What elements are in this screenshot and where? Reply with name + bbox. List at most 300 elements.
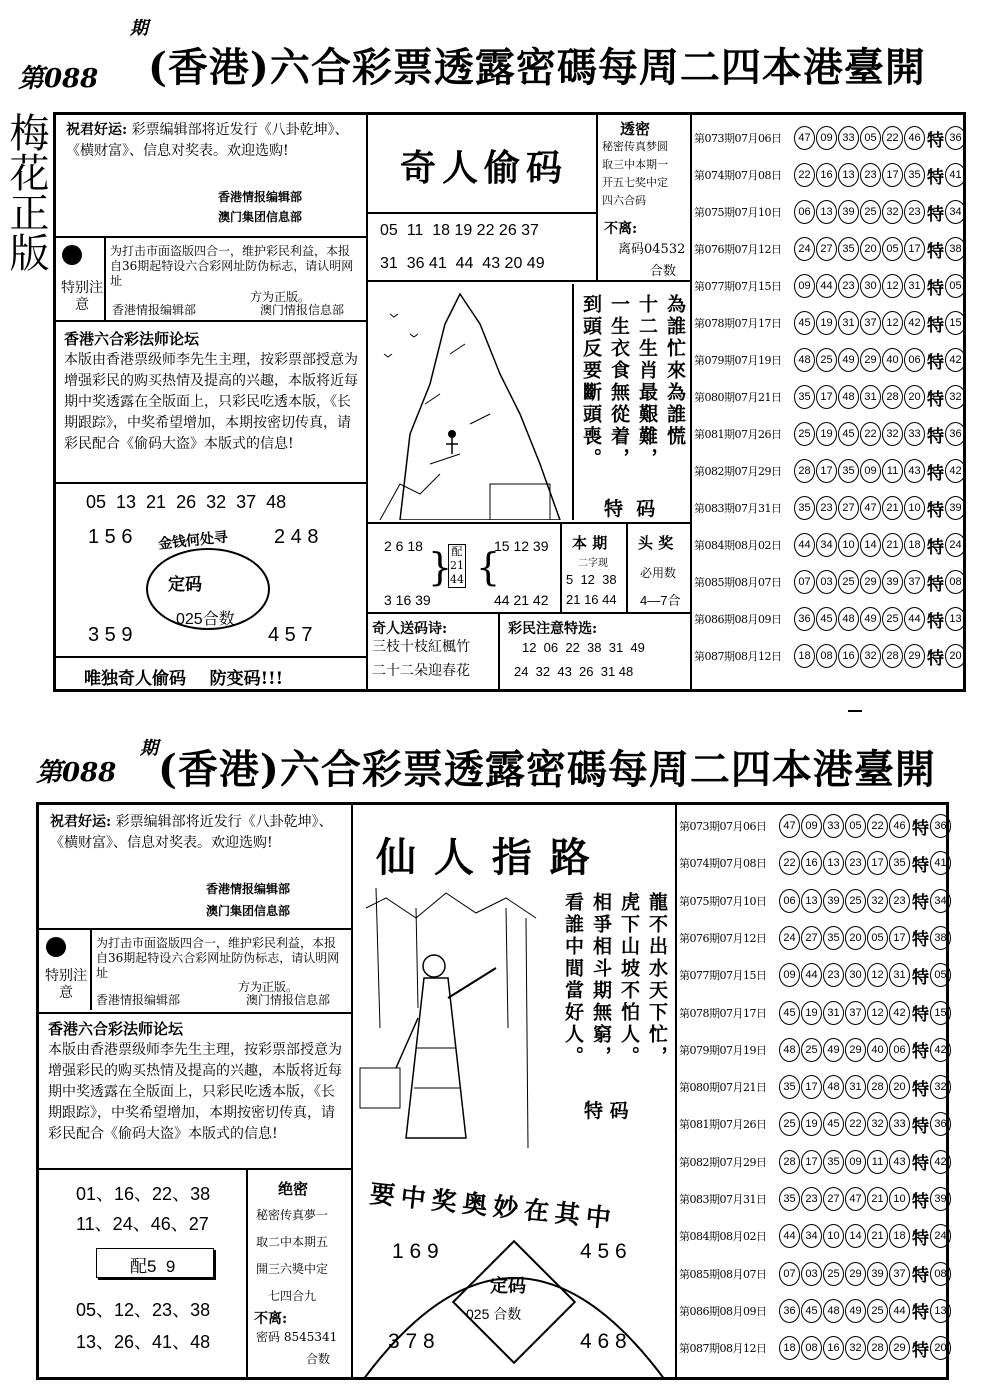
top-seven-numbers: 05 13 21 26 32 37 48 [86,492,287,512]
bottom-secret-lines [256,1202,328,1310]
bottom-right-bottom: 4 6 8 [580,1330,627,1353]
bottom-diamond-title: 定码 [490,1276,526,1297]
bottom-history-label: 第073期07月06日 [679,820,767,833]
bottom-history-label: 第078期07月17日 [679,1006,767,1020]
top-col-sep3 [560,524,562,612]
bottom-history-special-label: 特 [912,1191,929,1212]
top-history-row [694,568,967,596]
top-notice-sign2: 澳门情报信息部 [260,303,345,317]
bottom-history-ball: 17 [801,1075,822,1099]
top-history-ball: 33 [838,126,859,150]
top-history-label: 第074期07月08日 [694,169,782,182]
bottom-history-ball: 17 [867,851,888,875]
top-poem-col1: 為誰忙來為誰慌 [664,294,686,448]
top-divider3 [56,482,366,484]
bottom-history-ball: 32 [867,1112,888,1136]
bottom-history-special-ball: 36 [930,1112,951,1136]
top-issue-suffix: 期 [130,18,148,39]
bottom-history-ball: 47 [845,1187,866,1211]
bottom-divider3 [39,1168,351,1170]
top-history-ball: 44 [904,607,925,631]
top-history-ball: 13 [816,200,837,224]
bottom-history-special-label: 特 [912,855,929,876]
bottom-secret-line: 七四合九 [268,1289,317,1303]
top-history-special-label: 特 [927,204,944,225]
top-notice-label: 特别注意 [61,280,103,313]
top-notice-official: 方为正版。 [250,290,311,304]
top-bomb-icon [62,245,82,265]
top-history-ball: 46 [904,126,925,150]
bottom-notice-label: 特别注意 [45,968,87,1001]
bottom-history-ball: 17 [889,926,910,950]
top-right-top: 2 4 8 [274,526,319,548]
top-history-special-label: 特 [927,500,944,521]
top-history-ball: 48 [838,607,859,631]
top-history-ball: 31 [904,274,925,298]
bottom-left-top: 1 6 9 [392,1240,439,1263]
bottom-history-ball: 03 [801,1262,822,1286]
top-bracket-left-bottom: 3 16 39 [384,592,431,608]
bottom-bomb-icon [46,937,66,957]
top-history-ball: 27 [838,496,859,520]
top-history-special-ball: 24 [945,533,966,557]
bottom-poem-col2: 虎下山坡不怕人。 [618,892,640,1068]
bottom-secret-title: 绝密 [278,1180,309,1198]
top-history-special-ball: 38 [945,237,966,261]
top-history-ball: 23 [860,163,881,187]
top-footer-line: 唯独奇人偷码 防变码!!! [84,669,284,689]
top-history-ball: 05 [860,126,881,150]
top-history-row [694,531,967,559]
top-attention-title: 彩民注意特选: [508,621,598,637]
bottom-history-label: 第085期08月07日 [679,1267,767,1281]
bottom-secret-line: 秘密传真夢一 [256,1208,329,1222]
top-history-special-label: 特 [927,389,944,410]
top-divider2 [56,320,366,322]
bottom-divider [39,928,351,930]
top-bracket-mid-item: 配 [451,545,463,558]
top-history-special-ball: 20 [945,644,966,668]
top-history-label: 第079期07月19日 [694,354,782,367]
bottom-history-special-label: 特 [912,1228,929,1249]
bottom-history-special-ball: 36 [930,814,951,838]
top-bracket-left-top: 2 6 18 [384,538,423,554]
top-history-row [694,346,967,374]
bottom-history-ball: 28 [779,1150,800,1174]
bottom-history-ball: 45 [779,1001,800,1025]
top-history-special-ball: 36 [945,126,966,150]
bottom-history-ball: 12 [867,963,888,987]
bottom-history-label: 第076期07月12日 [679,931,767,945]
top-greeting-sign2: 澳门集团信息部 [218,210,303,224]
bottom-notice-body: 为打击市面盗版四合一，维护彩民利益，本报自36期起特设六合彩网址防伪标志，请认明网址 [96,936,340,980]
bottom-history-ball: 48 [823,1299,844,1323]
bottom-greeting-sign2: 澳门集团信息部 [206,904,291,918]
top-divider8 [366,612,690,614]
top-history-ball: 35 [794,385,815,409]
bottom-history-ball: 44 [889,1299,910,1323]
bottom-notice-sep [90,930,92,1010]
top-history-label: 第083期07月31日 [694,502,782,515]
bottom-pei-label: 配5 9 [130,1257,176,1276]
top-history-special-ball: 42 [945,459,966,483]
bottom-history-ball: 35 [779,1075,800,1099]
bottom-history-label: 第086期08月09日 [679,1304,767,1318]
top-history-ball: 37 [904,570,925,594]
bottom-history-special-ball: 05 [930,963,951,987]
bottom-secret-line: 取二中本期五 [256,1235,329,1249]
bottom-history-ball: 40 [867,1038,888,1062]
bottom-history-row [679,1260,952,1288]
bottom-history-row [679,924,952,952]
bottom-history-ball: 19 [801,1112,822,1136]
bottom-history-ball: 23 [823,963,844,987]
top-history-ball: 10 [904,496,925,520]
top-toujiang-title: 头 奖 [638,534,674,552]
top-history-ball: 05 [882,237,903,261]
bottom-history-ball: 27 [823,1187,844,1211]
top-toujiang-sub: 必用数 [640,566,677,580]
top-notice-body: 为打击市面盗版四合一，维护彩民利益，本报自36期起特设六合彩网址防伪标志，请认明网址 [110,244,354,288]
top-history-ball: 17 [904,237,925,261]
bottom-history-special-ball: 42 [930,1038,951,1062]
top-history-table [694,124,964,680]
bottom-greeting-title: 祝君好运: [50,814,112,830]
bottom-history-special-ball: 08 [930,1262,951,1286]
top-toujiang-val: 4—7合 [640,593,681,608]
top-history-special-label: 特 [927,648,944,669]
bottom-headline: (香港)六合彩票透露密碼每周二四本港臺開 [158,746,936,793]
bottom-history-ball: 05 [867,926,888,950]
bottom-history-ball: 39 [867,1262,888,1286]
bottom-history-ball: 18 [889,1224,910,1248]
top-history-ball: 03 [816,570,837,594]
top-history-ball: 17 [816,459,837,483]
bottom-history-special-label: 特 [912,818,929,839]
bottom-buli-tail: 合数 [306,1352,331,1366]
bottom-history-ball: 11 [867,1150,888,1174]
top-oval-sub: 025合数 [176,611,235,628]
top-history-row [694,198,967,226]
bottom-history-ball: 20 [845,926,866,950]
bottom-history-ball: 31 [823,1001,844,1025]
top-history-ball: 47 [794,126,815,150]
bottom-history-special-label: 特 [912,1266,929,1287]
top-history-special-label: 特 [927,537,944,558]
bottom-history-label: 第084期08月02日 [679,1230,767,1244]
top-secret-line: 开五七奖中定 [602,176,668,189]
top-history-ball: 31 [838,311,859,335]
bottom-history-special-ball: 41 [930,851,951,875]
bottom-history-label: 第080期07月21日 [679,1081,767,1095]
bottom-history-ball: 47 [779,814,800,838]
top-bracket-mid-item: 21 [450,559,464,572]
bottom-history-row [679,1110,952,1138]
bottom-history-ball: 09 [845,1150,866,1174]
top-oval-title: 定码 [168,575,202,595]
top-history-label: 第087期08月12日 [694,650,782,663]
top-history-ball: 32 [860,644,881,668]
bottom-secret-line: 開三六獎中定 [256,1262,329,1276]
top-greeting-sign1: 香港情报编辑部 [218,190,303,204]
bottom-notice-official: 方为正版。 [238,980,299,994]
top-history-ball: 45 [816,607,837,631]
bottom-history-ball: 19 [801,1001,822,1025]
top-history-ball: 22 [860,422,881,446]
top-col-sep5 [498,614,500,690]
top-greeting-title: 祝君好运: [66,122,128,138]
dash-mark [848,710,862,712]
top-history-ball: 16 [816,163,837,187]
top-benqi-title: 本 期 [572,534,608,552]
top-history-ball: 23 [838,274,859,298]
top-left-bottom: 3 5 9 [88,624,133,646]
bottom-history-ball: 10 [823,1224,844,1248]
top-history-ball: 48 [838,385,859,409]
bottom-history-ball: 48 [823,1075,844,1099]
top-history-row [694,235,967,263]
top-history-ball: 13 [838,163,859,187]
bottom-col-sep-secret [246,1170,248,1378]
top-history-row [694,457,967,485]
bottom-history-label: 第082期07月29日 [679,1155,767,1169]
bottom-history-special-label: 特 [912,967,929,988]
bottom-history-ball: 10 [889,1187,910,1211]
top-issue-prefix: 第088 [18,64,99,94]
top-history-ball: 19 [816,311,837,335]
top-history-ball: 21 [882,496,903,520]
top-history-ball: 39 [838,200,859,224]
top-secret-line: 四六合码 [602,194,646,207]
bottom-group2-line1: 05、12、23、38 [76,1300,211,1320]
top-bracket-left: } [428,545,453,589]
bottom-history-ball: 34 [801,1224,822,1248]
bottom-right-top: 4 5 6 [580,1240,627,1263]
bottom-history-ball: 35 [823,1150,844,1174]
top-history-ball: 22 [882,126,903,150]
top-history-row [694,642,967,670]
top-history-ball: 47 [860,496,881,520]
top-history-label: 第080期07月21日 [694,391,782,404]
top-history-special-ball: 39 [945,496,966,520]
top-divider7 [366,522,690,524]
top-center-title: 奇人偷码 [400,147,569,189]
top-history-ball: 09 [860,459,881,483]
top-history-label: 第086期08月09日 [694,613,782,626]
bottom-history-table [679,812,947,1372]
top-history-special-ball: 36 [945,422,966,446]
top-landscape-illustration [370,284,574,520]
top-history-special-ball: 05 [945,274,966,298]
top-history-ball: 35 [904,163,925,187]
bottom-history-ball: 45 [801,1299,822,1323]
top-history-label: 第078期07月17日 [694,317,782,330]
top-history-ball: 18 [904,533,925,557]
bottom-history-special-label: 特 [912,1005,929,1025]
bottom-history-ball: 44 [801,963,822,987]
bottom-history-special-label: 特 [912,1042,929,1063]
bottom-history-ball: 29 [845,1038,866,1062]
bottom-diamond-sub: 025 合数 [466,1306,522,1322]
top-history-special-label: 特 [927,611,944,632]
bottom-history-row [679,887,952,915]
top-history-label: 第084期08月02日 [694,539,782,552]
top-history-ball: 08 [816,644,837,668]
top-history-row [694,494,967,522]
top-history-ball: 19 [816,422,837,446]
top-history-ball: 31 [860,385,881,409]
top-history-row [694,272,967,300]
top-history-ball: 18 [794,644,815,668]
bottom-history-ball: 36 [779,1299,800,1323]
bottom-history-ball: 12 [867,1001,888,1025]
bottom-history-label: 第081期07月26日 [679,1118,767,1132]
top-history-row [694,161,967,189]
bottom-history-special-label: 特 [912,930,929,951]
bottom-history-ball: 24 [779,926,800,950]
bottom-history-ball: 31 [845,1075,866,1099]
top-benqi-nums2: 21 16 44 [566,592,617,607]
bottom-notice-sign2: 澳门情报信息部 [246,993,331,1007]
top-headline: (香港)六合彩票透露密碼每周二四本港臺開 [148,44,926,91]
bottom-forum-title: 香港六合彩法师论坛 [48,1020,184,1038]
top-history-ball: 20 [904,385,925,409]
bottom-history-ball: 28 [867,1336,888,1360]
top-history-ball: 25 [794,422,815,446]
top-history-ball: 20 [860,237,881,261]
bottom-history-ball: 05 [845,814,866,838]
top-history-ball: 06 [904,348,925,372]
bottom-history-special-ball: 15 [930,1001,951,1025]
bottom-history-row [679,1185,952,1213]
top-poem2-line2: 二十二朵迎春花 [372,663,470,679]
top-history-ball: 17 [816,385,837,409]
bottom-history-row [679,961,952,989]
bottom-history-ball: 17 [801,1150,822,1174]
top-buli-value: 离码04532 [618,242,686,257]
bottom-history-ball: 32 [867,889,888,913]
top-history-label: 第081期07月26日 [694,428,782,441]
bottom-poem-col4: 看誰中間當好人。 [562,892,584,1068]
top-history-special-label: 特 [927,315,944,336]
top-history-ball: 39 [882,570,903,594]
top-attention-line1: 12 06 22 38 31 49 [522,640,645,655]
top-bracket-right: { [476,545,501,589]
top-history-ball: 07 [794,570,815,594]
bottom-history-ball: 44 [779,1224,800,1248]
bottom-history-ball: 45 [823,1112,844,1136]
top-notice-sign1: 香港情报编辑部 [112,303,197,317]
bottom-history-ball: 31 [889,963,910,987]
top-history-label: 第073期07月06日 [694,132,782,145]
top-history-ball: 23 [904,200,925,224]
bottom-history-label: 第075期07月10日 [679,894,767,908]
bottom-history-ball: 33 [823,814,844,838]
bottom-history-ball: 14 [845,1224,866,1248]
top-benqi-nums1: 5 12 38 [566,572,617,587]
bottom-left-bottom: 3 7 8 [388,1330,435,1353]
top-history-ball: 29 [860,570,881,594]
bottom-history-special-ball: 32 [930,1075,951,1099]
top-history-ball: 45 [838,422,859,446]
top-history-ball: 35 [838,237,859,261]
bottom-history-ball: 43 [889,1150,910,1174]
top-poem-col3: 一生衣食無從着， [608,294,630,470]
top-history-special-label: 特 [927,167,944,188]
top-benqi-sub: 二字现 [578,558,608,569]
bottom-history-row [679,812,952,840]
bottom-history-ball: 48 [779,1038,800,1062]
bottom-history-ball: 46 [889,814,910,838]
bottom-history-ball: 25 [845,889,866,913]
bottom-history-ball: 20 [889,1075,910,1099]
top-divider [56,236,366,238]
bottom-history-ball: 33 [889,1112,910,1136]
top-history-ball: 11 [882,459,903,483]
bottom-history-ball: 09 [801,814,822,838]
bottom-history-ball: 42 [889,1001,910,1025]
bottom-history-row [679,849,952,877]
top-history-ball: 29 [860,348,881,372]
bottom-history-special-ball: 13 [930,1299,951,1323]
top-history-ball: 35 [794,496,815,520]
bottom-history-special-ball: 39 [930,1187,951,1211]
bottom-history-label: 第074期07月08日 [679,857,767,871]
bottom-history-ball: 23 [889,889,910,913]
bottom-history-ball: 23 [801,1187,822,1211]
bottom-history-ball: 25 [867,1299,888,1323]
bottom-arc-text: 要中奖奥妙在其中 [368,1178,619,1234]
bottom-history-ball: 30 [845,963,866,987]
bottom-history-special-ball: 24 [930,1224,951,1248]
bottom-divider2 [39,1012,351,1014]
bottom-history-row [679,1334,952,1362]
bottom-history-ball: 37 [845,1001,866,1025]
top-history-ball: 35 [838,459,859,483]
top-history-special-label: 特 [927,130,944,151]
bottom-history-ball: 21 [867,1224,888,1248]
top-history-ball: 25 [816,348,837,372]
bottom-greeting [50,812,348,854]
bottom-history-ball: 21 [867,1187,888,1211]
top-history-special-ball: 42 [945,348,966,372]
bottom-history-ball: 22 [845,1112,866,1136]
top-history-row [694,309,967,337]
bottom-history-row [679,1073,952,1101]
bottom-group1-line2: 11、24、46、27 [76,1214,209,1234]
bottom-history-ball: 23 [845,851,866,875]
bottom-history-special-ball: 38 [930,926,951,950]
top-greeting-body: 彩票编辑部将近发行《八卦乾坤》、《横财富》、信息对奖表。欢迎选购! [66,122,349,159]
bottom-history-label: 第079期07月19日 [679,1043,767,1057]
bottom-history-ball: 39 [823,889,844,913]
top-history-special-ball: 15 [945,311,966,335]
top-history-ball: 43 [904,459,925,483]
bottom-sage-illustration [356,888,540,1164]
top-bracket-mid [448,544,466,588]
top-divider5 [366,212,596,214]
bottom-history-ball: 16 [823,1336,844,1360]
top-history-ball: 28 [882,644,903,668]
top-history-label: 第085期08月07日 [694,576,782,589]
bottom-notice-sign1: 香港情报编辑部 [96,993,181,1007]
top-center-nums1: 05 11 18 19 22 26 37 [380,222,539,239]
bottom-history-ball: 49 [823,1038,844,1062]
bottom-history-special-label: 特 [912,893,929,914]
top-history-ball: 40 [882,348,903,372]
top-side-label: 梅花正版 [3,112,49,272]
top-history-special-ball: 34 [945,200,966,224]
